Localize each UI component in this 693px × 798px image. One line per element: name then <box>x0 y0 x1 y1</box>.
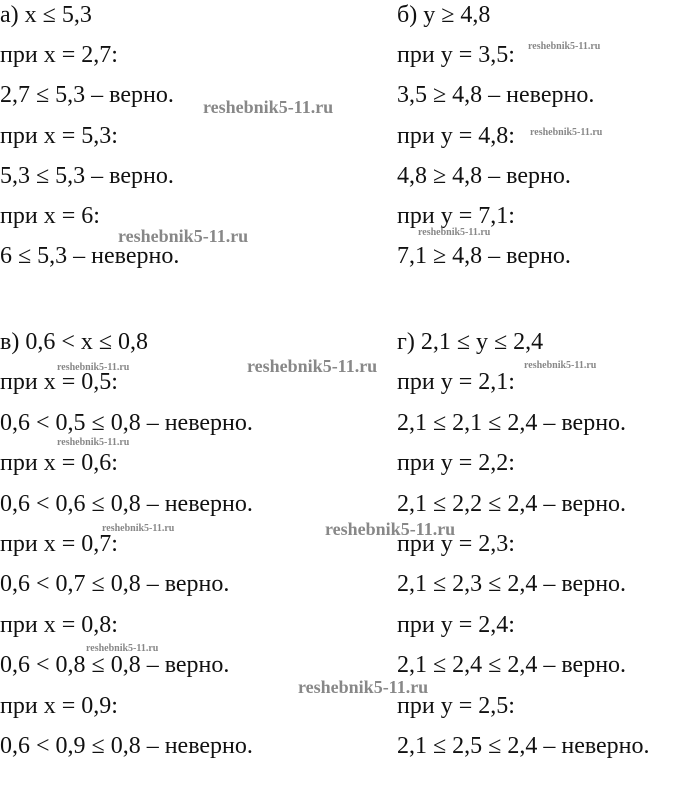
solution-line-g: при y = 2,1: <box>397 369 515 396</box>
solution-line-v: при x = 0,5: <box>0 369 118 396</box>
solution-line-g: 2,1 ≤ 2,1 ≤ 2,4 – верно. <box>397 409 627 436</box>
solution-line-v: при x = 0,6: <box>0 450 118 477</box>
watermark: reshebnik5-11.ru <box>524 360 597 371</box>
watermark: reshebnik5-11.ru <box>418 227 491 238</box>
solution-line-g: при y = 2,3: <box>397 531 515 557</box>
solution-line-a: а) x ≤ 5,3 <box>0 2 92 28</box>
solution-line-g: 2,1 ≤ 2,3 ≤ 2,4 – верно. <box>397 571 627 598</box>
watermark: reshebnik5-11.ru <box>203 97 334 117</box>
solution-line-v: 0,6 < 0,9 ≤ 0,8 – неверно. <box>0 733 253 759</box>
solution-line-b: б) y ≥ 4,8 <box>397 2 491 28</box>
solution-line-g: 2,1 ≤ 2,5 ≤ 2,4 – неверно. <box>397 733 650 759</box>
solution-line-a: при x = 6: <box>0 203 100 229</box>
watermark: reshebnik5-11.ru <box>86 643 159 654</box>
solution-line-g: г) 2,1 ≤ y ≤ 2,4 <box>397 329 544 355</box>
solution-line-v: при x = 0,7: <box>0 531 118 557</box>
solution-line-g: при y = 2,5: <box>397 692 515 719</box>
watermark: reshebnik5-11.ru <box>118 226 249 246</box>
watermark: reshebnik5-11.ru <box>298 677 429 697</box>
watermark: reshebnik5-11.ru <box>102 523 175 534</box>
solution-line-g: при y = 2,2: <box>397 450 515 477</box>
solution-line-b: 3,5 ≥ 4,8 – неверно. <box>397 82 595 109</box>
solution-line-b: при y = 3,5: <box>397 42 515 69</box>
solution-line-a: при x = 2,7: <box>0 42 118 69</box>
watermark: reshebnik5-11.ru <box>325 519 456 539</box>
solution-line-a: при x = 5,3: <box>0 122 118 149</box>
solution-line-v: при x = 0,8: <box>0 611 118 638</box>
solution-line-b: при y = 7,1: <box>397 203 515 229</box>
solution-line-g: при y = 2,4: <box>397 611 515 638</box>
solution-line-v: 0,6 < 0,7 ≤ 0,8 – верно. <box>0 571 230 598</box>
solution-line-b: 7,1 ≥ 4,8 – верно. <box>397 243 571 270</box>
solution-line-v: 0,6 < 0,5 ≤ 0,8 – неверно. <box>0 409 253 436</box>
solution-line-v: 0,6 < 0,8 ≤ 0,8 – верно. <box>0 652 230 679</box>
watermark: reshebnik5-11.ru <box>57 362 130 373</box>
solution-line-a: 5,3 ≤ 5,3 – верно. <box>0 162 174 189</box>
solution-line-g: 2,1 ≤ 2,2 ≤ 2,4 – верно. <box>397 490 627 517</box>
solution-line-v: при x = 0,9: <box>0 692 118 719</box>
solution-line-a: 2,7 ≤ 5,3 – верно. <box>0 82 174 109</box>
watermark: reshebnik5-11.ru <box>247 356 378 376</box>
solution-line-b: 4,8 ≥ 4,8 – верно. <box>397 162 571 189</box>
solution-line-g: 2,1 ≤ 2,4 ≤ 2,4 – верно. <box>397 652 627 679</box>
watermark: reshebnik5-11.ru <box>528 41 601 52</box>
solution-line-v: в) 0,6 < x ≤ 0,8 <box>0 329 149 355</box>
watermark: reshebnik5-11.ru <box>57 437 130 448</box>
solution-line-a: 6 ≤ 5,3 – неверно. <box>0 243 180 270</box>
solution-line-b: при y = 4,8: <box>397 122 515 149</box>
solution-line-v: 0,6 < 0,6 ≤ 0,8 – неверно. <box>0 490 253 517</box>
watermark: reshebnik5-11.ru <box>530 127 603 138</box>
